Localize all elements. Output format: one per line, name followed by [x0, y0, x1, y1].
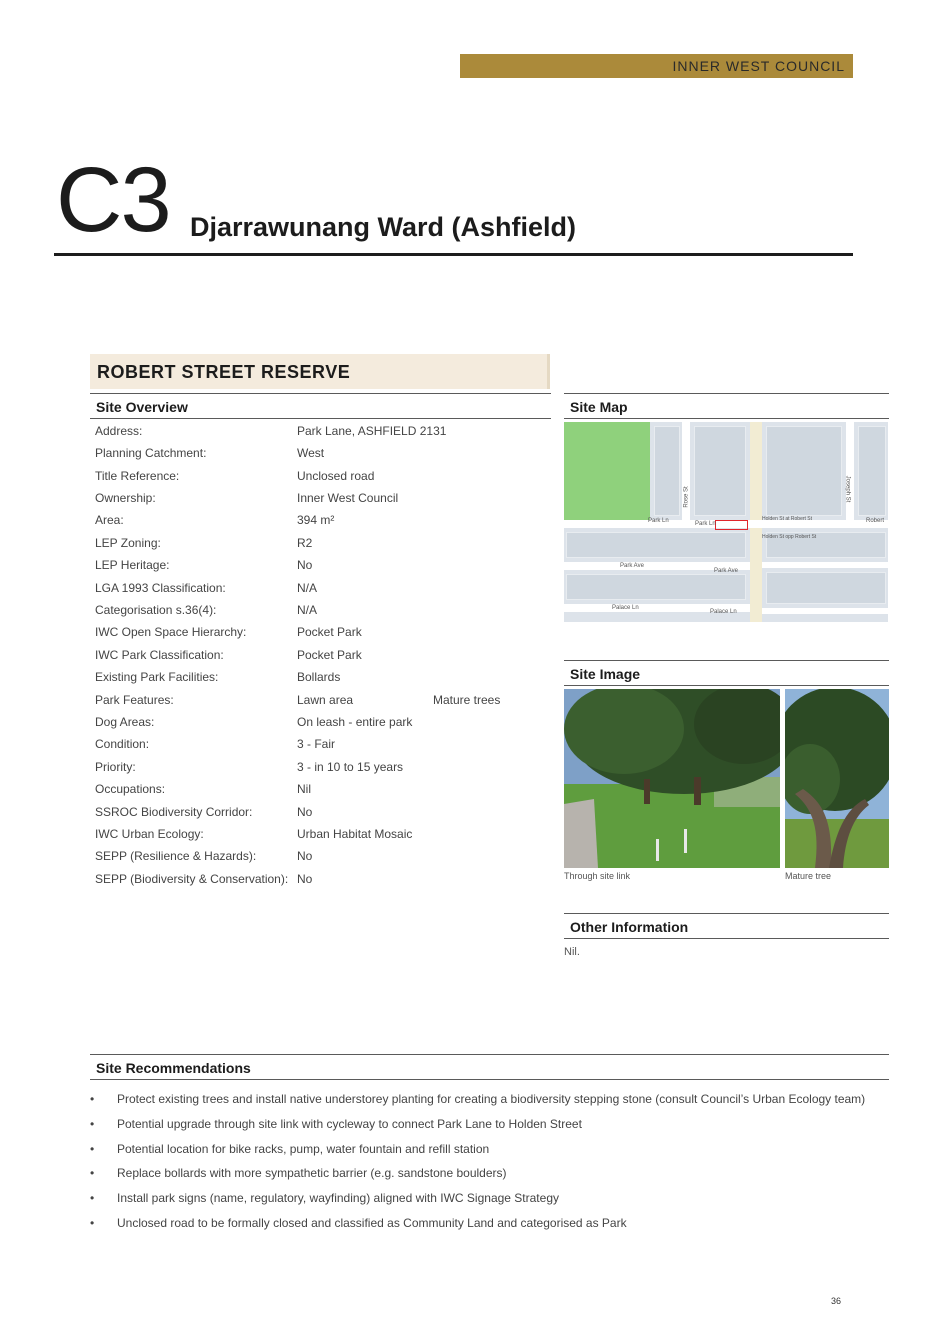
bullet: • — [90, 1191, 95, 1206]
overview-value: Unclosed road — [297, 469, 375, 483]
map-label-palace-ln-west: Palace Ln — [612, 605, 639, 611]
overview-value: No — [297, 872, 313, 886]
map-label-joseph-st: Joseph St — [844, 475, 851, 503]
lot-block — [566, 532, 746, 558]
site-overview-title: Site Overview — [96, 399, 188, 415]
overview-value: 394 m² — [297, 513, 335, 527]
reserve-title-box — [90, 354, 550, 389]
site-map-header — [564, 393, 889, 419]
overview-value: Nil — [297, 782, 311, 796]
map-label-bus-stop-2: Holden St opp Robert St — [762, 534, 817, 540]
joseph-street-road — [846, 422, 854, 520]
overview-label: Existing Park Facilities: — [95, 670, 219, 684]
map-label-park-ave: Park Ave — [714, 568, 738, 574]
caption-through-site-link: Through site link — [564, 871, 631, 881]
map-label-park-ln-west: Park Ln — [648, 518, 669, 524]
overview-value: 3 - Fair — [297, 737, 336, 751]
overview-value: No — [297, 805, 313, 819]
site-recommendations-header — [90, 1054, 889, 1080]
overview-label: IWC Urban Ecology: — [95, 827, 204, 841]
section-code: C3 — [56, 149, 170, 251]
site-map — [564, 422, 888, 622]
lot-block — [566, 574, 746, 600]
overview-label: LEP Heritage: — [95, 558, 170, 572]
bullet: • — [90, 1116, 95, 1131]
overview-label: SSROC Biodiversity Corridor: — [95, 805, 253, 819]
recommendation-text: Protect existing trees and install native understorey planting for creating a biodiversity stepping stone (consult Council’s Urban Ecology team) — [117, 1092, 866, 1106]
overview-value: No — [297, 558, 313, 572]
overview-label: Condition: — [95, 737, 150, 751]
overview-value: Lawn area — [297, 693, 354, 707]
overview-value: On leash - entire park — [297, 715, 413, 729]
list-item — [90, 1166, 890, 1191]
recommendations-list — [90, 1092, 890, 1241]
park-area — [564, 422, 650, 520]
bullet: • — [90, 1092, 95, 1106]
overview-value: West — [297, 446, 325, 460]
overview-value: No — [297, 849, 313, 863]
overview-value: Pocket Park — [297, 648, 362, 662]
lot-block — [654, 426, 680, 516]
bullet: • — [90, 1166, 95, 1181]
recommendation-text: Replace bollards with more sympathetic barrier (e.g. sandstone boulders) — [117, 1166, 507, 1181]
overview-label: IWC Open Space Hierarchy: — [95, 625, 247, 639]
map-label-robert: Robert — [866, 518, 885, 524]
map-label-bus-stop-1: Holden St at Robert St — [762, 516, 813, 522]
lot-block — [766, 572, 886, 604]
overview-value: 3 - in 10 to 15 years — [297, 760, 404, 774]
overview-value: Park Lane, ASHFIELD 2131 — [297, 424, 447, 438]
overview-label: Occupations: — [95, 782, 166, 796]
overview-label: Priority: — [95, 760, 136, 774]
overview-label: Categorisation s.36(4): — [95, 603, 217, 617]
photo-through-site-link — [564, 689, 780, 868]
map-label-palace-ln: Palace Ln — [710, 609, 737, 615]
bullet: • — [90, 1215, 95, 1230]
other-information-text: Nil. — [564, 946, 580, 958]
lot-block — [766, 426, 842, 516]
site-recommendations-title: Site Recommendations — [96, 1060, 251, 1076]
overview-label: LGA 1993 Classification: — [95, 581, 226, 595]
overview-value-extra: Mature trees — [433, 693, 501, 707]
list-item — [90, 1216, 890, 1241]
site-boundary — [715, 520, 748, 530]
caption-mature-tree: Mature tree — [785, 871, 832, 881]
overview-value: Bollards — [297, 670, 341, 684]
overview-label: SEPP (Resilience & Hazards): — [95, 849, 257, 863]
overview-label: Area: — [95, 513, 124, 527]
map-label-park-ln: Park Ln — [695, 521, 716, 527]
recommendation-text: Potential location for bike racks, pump, water fountain and refill station — [117, 1141, 490, 1156]
overview-label: Dog Areas: — [95, 715, 155, 729]
site-image-header — [564, 660, 889, 686]
list-item — [90, 1191, 890, 1216]
bullet: • — [90, 1141, 95, 1156]
council-banner — [460, 54, 853, 78]
overview-value: Inner West Council — [297, 491, 399, 505]
recommendation-text: Potential upgrade through site link with cycleway to connect Park Lane to Holden Street — [117, 1116, 582, 1131]
recommendation-text: Unclosed road to be formally closed and classified as Community Land and categorised as Park — [117, 1215, 627, 1230]
overview-value: R2 — [297, 536, 313, 550]
photo-through-site-link-image — [564, 689, 780, 868]
palace-lane-road-east — [762, 608, 888, 614]
site-overview-header — [90, 393, 551, 419]
park-ave-road-east — [762, 562, 888, 568]
site-image-title: Site Image — [570, 666, 641, 682]
overview-label: LEP Zoning: — [95, 536, 161, 550]
overview-label: IWC Park Classification: — [95, 648, 224, 662]
overview-value: N/A — [297, 581, 318, 595]
other-information-header — [564, 913, 889, 939]
map-label-rose-st: Rose St — [683, 486, 690, 508]
ward-title: Djarrawunang Ward (Ashfield) — [190, 212, 577, 242]
list-item — [90, 1142, 890, 1167]
lot-block — [858, 426, 886, 516]
overview-label: Planning Catchment: — [95, 446, 207, 460]
overview-label: SEPP (Biodiversity & Conservation): — [95, 872, 289, 886]
photo-mature-tree-image — [785, 689, 889, 868]
photo-mature-tree — [785, 689, 889, 868]
overview-label: Title Reference: — [95, 469, 180, 483]
site-map-title: Site Map — [570, 399, 628, 415]
page-number: 36 — [831, 1296, 842, 1306]
reserve-title: ROBERT STREET RESERVE — [97, 362, 351, 382]
recommendation-text: Install park signs (name, regulatory, wayfinding) aligned with IWC Signage Strategy — [117, 1191, 559, 1206]
header-rule — [54, 253, 853, 256]
map-label-park-ave-west: Park Ave — [620, 563, 644, 569]
list-item — [90, 1117, 890, 1142]
list-item — [90, 1092, 890, 1117]
overview-label: Address: — [95, 424, 143, 438]
overview-value: N/A — [297, 603, 318, 617]
council-name: INNER WEST COUNCIL — [672, 58, 845, 74]
overview-label: Ownership: — [95, 491, 156, 505]
overview-value: Urban Habitat Mosaic — [297, 827, 413, 841]
other-information-title: Other Information — [570, 919, 689, 935]
lot-block — [694, 426, 746, 516]
overview-value: Pocket Park — [297, 625, 362, 639]
overview-label: Park Features: — [95, 693, 174, 707]
